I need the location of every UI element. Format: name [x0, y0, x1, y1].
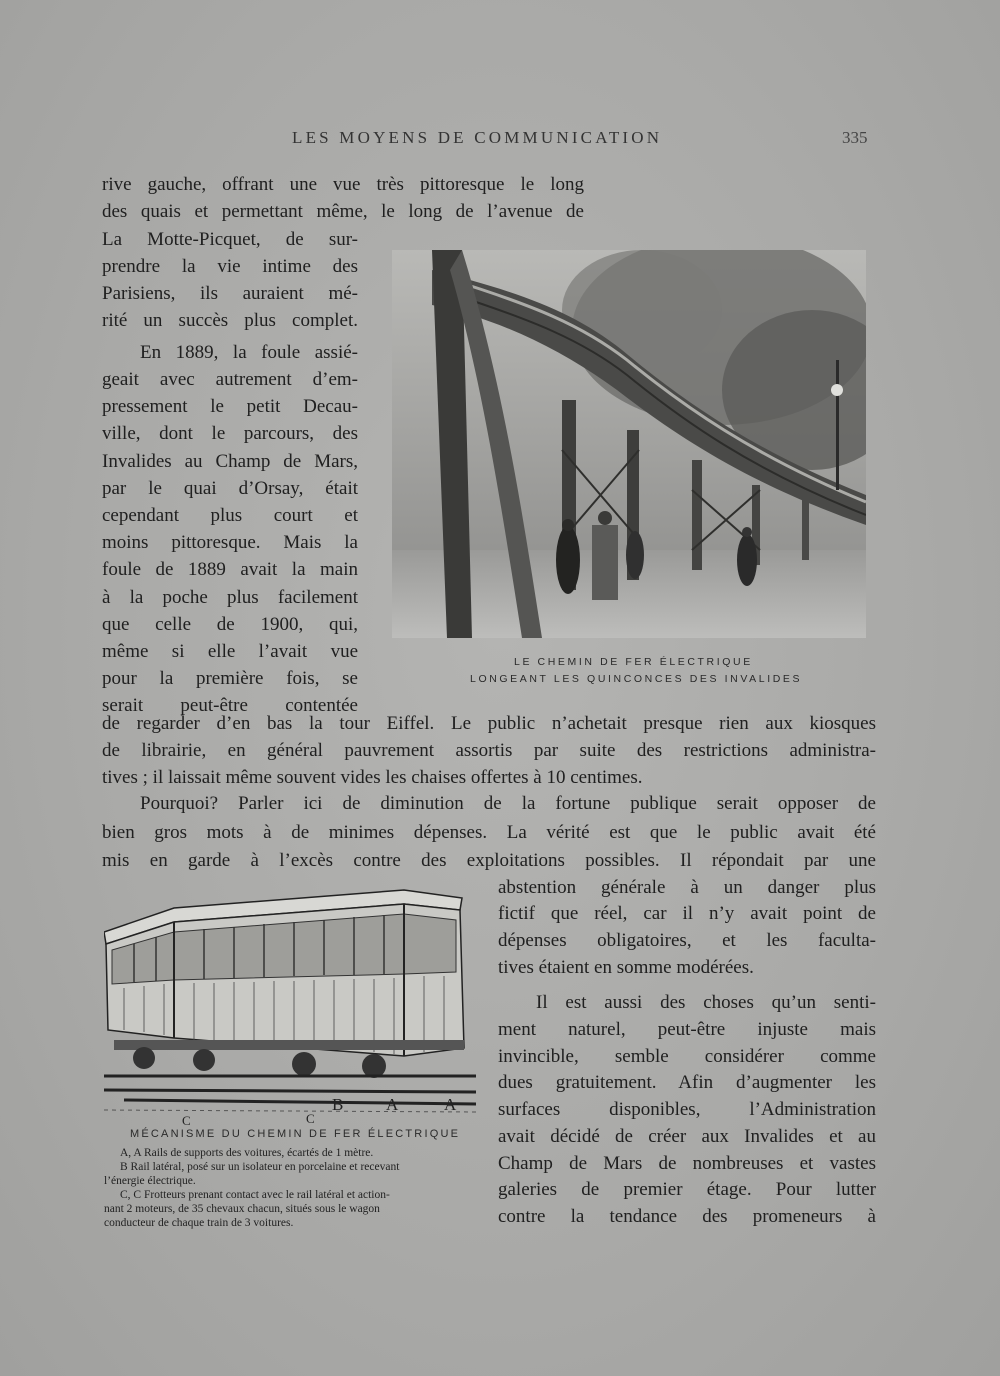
text-line: Champ de Mars de nombreuses et vastes	[498, 1153, 876, 1174]
text-line: Il est aussi des choses qu’un senti-	[536, 992, 876, 1013]
text-line: dues gratuitement. Afin d’augmenter les	[498, 1072, 876, 1093]
text-line: rive gauche, offrant une vue très pittoresque le long	[102, 174, 584, 195]
label-c-1: C	[182, 1113, 191, 1128]
text-line: ment naturel, peut-être injuste mais	[498, 1019, 876, 1040]
text-line: moins pittoresque. Mais la	[102, 532, 358, 553]
train-carriage-illustration	[104, 880, 476, 1128]
engraving-caption-line: C, C Frotteurs prenant contact avec le rail latéral et action-	[120, 1189, 390, 1201]
photo-caption-line-1: LE CHEMIN DE FER ÉLECTRIQUE	[514, 656, 753, 668]
engraving-caption-title: MÉCANISME DU CHEMIN DE FER ÉLECTRIQUE	[130, 1128, 461, 1140]
text-line: dépenses obligatoires, et les faculta-	[498, 930, 876, 951]
engraving-caption-line: l’énergie électrique.	[104, 1175, 196, 1187]
label-a-1: A	[386, 1095, 399, 1114]
engraving-caption-line: nant 2 moteurs, de 35 chevaux chacun, situés sous le wagon	[104, 1203, 380, 1215]
text-line: geait avec autrement d’em-	[102, 369, 358, 390]
running-head	[0, 128, 1000, 152]
running-title: LES MOYENS DE COMMUNICATION	[292, 128, 663, 147]
text-line: de librairie, en général pauvrement assortis par suite des restrictions administra-	[102, 740, 876, 761]
label-c-2: C	[306, 1111, 315, 1126]
engraving-caption-line: conducteur de chaque train de 3 voitures.	[104, 1217, 294, 1229]
text-line: cependant plus court et	[102, 505, 358, 526]
text-line: bien gros mots à de minimes dépenses. La vérité est que le public avait été	[102, 822, 876, 843]
elevated-railway-illustration	[392, 250, 866, 638]
text-line: pressement le petit Decau-	[102, 396, 358, 417]
engraving-electric-train	[104, 880, 476, 1128]
text-line: pour la première fois, se	[102, 668, 358, 689]
text-line: Invalides au Champ de Mars,	[102, 451, 358, 472]
text-line: à la poche plus facilement	[102, 587, 358, 608]
label-a-2: A	[444, 1095, 457, 1114]
text-line: des quais et permettant même, le long de l’avenue de	[102, 201, 584, 222]
text-line: prendre la vie intime des	[102, 256, 358, 277]
text-line: abstention générale à un danger plus	[498, 877, 876, 898]
text-line: mis en garde à l’excès contre des exploitations possibles. Il répondait par une	[102, 850, 876, 871]
text-line: rité un succès plus complet.	[102, 310, 358, 331]
photo-caption-line-2: LONGEANT LES QUINCONCES DES INVALIDES	[470, 673, 803, 685]
text-line: En 1889, la foule assié-	[140, 342, 358, 363]
text-line: avait décidé de créer aux Invalides et au	[498, 1126, 876, 1147]
text-line: Pourquoi? Parler ici de diminution de la fortune publique serait opposer de	[140, 793, 876, 814]
page-number: 335	[842, 128, 868, 147]
photo-elevated-railway	[392, 250, 866, 638]
text-line: par le quai d’Orsay, était	[102, 478, 358, 499]
text-line: même si elle l’avait vue	[102, 641, 358, 662]
text-line: tives étaient en somme modérées.	[498, 957, 754, 978]
text-line: foule de 1889 avait la main	[102, 559, 358, 580]
text-line: La Motte-Picquet, de sur-	[102, 229, 358, 250]
text-line: fictif que réel, car il n’y avait point de	[498, 903, 876, 924]
text-line: serait peut-être contentée	[102, 695, 358, 716]
text-line: ville, dont le parcours, des	[102, 423, 358, 444]
text-line: de regarder d’en bas la tour Eiffel. Le public n’achetait presque rien aux kiosques	[102, 713, 876, 734]
engraving-caption-line: A, A Rails de supports des voitures, écartés de 1 mètre.	[120, 1147, 374, 1159]
text-line: invincible, semble considérer comme	[498, 1046, 876, 1067]
label-b: B	[332, 1095, 344, 1114]
engraving-caption-line: B Rail latéral, posé sur un isolateur en porcelaine et recevant	[120, 1161, 400, 1173]
text-line: que celle de 1900, qui,	[102, 614, 358, 635]
text-line: contre la tendance des promeneurs à	[498, 1206, 876, 1227]
text-line: galeries de premier étage. Pour lutter	[498, 1179, 876, 1200]
text-line: surfaces disponibles, l’Administration	[498, 1099, 876, 1120]
text-line: tives ; il laissait même souvent vides les chaises offertes à 10 centimes.	[102, 767, 643, 788]
text-line: Parisiens, ils auraient mé-	[102, 283, 358, 304]
